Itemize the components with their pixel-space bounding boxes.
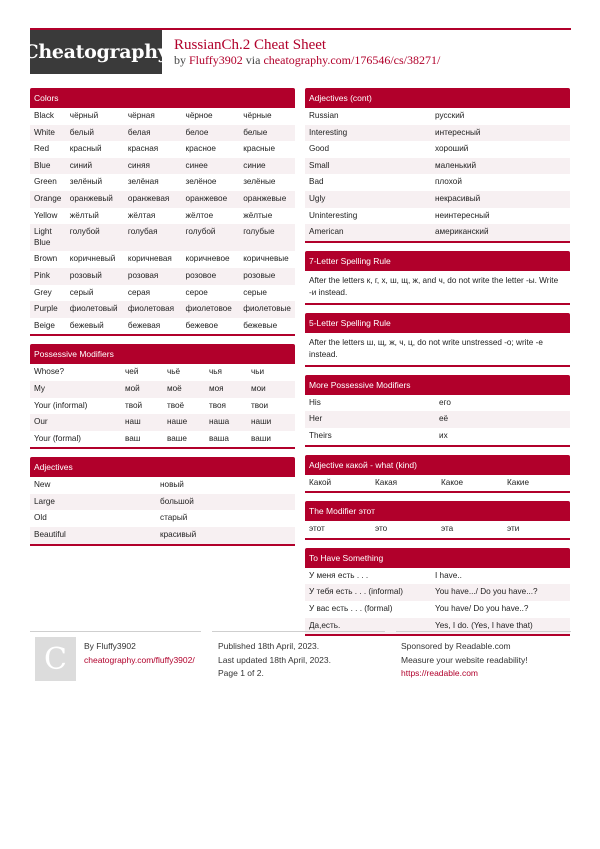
table-cell: Да,есть.: [305, 618, 431, 635]
table-cell: Whose?: [34, 367, 65, 377]
table-cell: их: [439, 430, 448, 440]
table-row: [305, 108, 570, 125]
table-row: [305, 584, 570, 601]
table-cell: Purple: [30, 301, 66, 318]
table-cell: плохой: [435, 177, 462, 187]
table-cell: Theirs: [309, 430, 332, 440]
table-row: [30, 108, 295, 125]
section-title: Adjectives: [30, 457, 295, 477]
table-row: [30, 174, 295, 191]
section-etot: [305, 501, 570, 540]
table-cell: жёлтая: [127, 210, 156, 220]
table-cell: бежевая: [127, 320, 161, 330]
table-cell: New: [34, 480, 51, 490]
section-colors: [30, 88, 295, 336]
table-cell: моя: [205, 381, 247, 398]
table-cell: Her: [305, 411, 435, 428]
published-date: Published 18th April, 2023.: [218, 641, 320, 651]
table-cell: Our: [30, 414, 121, 431]
table-row: [30, 398, 295, 415]
table-row: [305, 395, 570, 412]
table-cell: жёлтые: [243, 210, 273, 220]
table-cell: Interesting: [305, 125, 431, 142]
section-divider: [305, 538, 570, 540]
table-cell: Какая: [375, 477, 398, 487]
colors-table: [30, 108, 295, 334]
table-cell: мои: [247, 381, 295, 398]
table-cell: У вас есть . . . (formal): [309, 603, 393, 613]
right-column: [305, 88, 570, 644]
kakoi-table: [305, 475, 570, 492]
table-row: [305, 475, 570, 492]
table-cell: розовое: [182, 268, 240, 285]
section-title: Colors: [30, 88, 295, 108]
table-row: [305, 141, 570, 158]
table-cell: чья: [209, 367, 222, 377]
table-cell: Light Blue: [30, 224, 66, 251]
table-cell: серая: [127, 287, 151, 297]
table-cell: красное: [185, 144, 216, 154]
sheet-url-link[interactable]: cheatography.com/176546/cs/38271/: [263, 53, 441, 67]
adjectives-cont-table: [305, 108, 570, 241]
table-cell: красивый: [156, 527, 295, 544]
by-prefix: by: [174, 53, 186, 67]
section-divider: [305, 303, 570, 305]
table-cell: коричневое: [185, 254, 230, 264]
adjectives-table: [30, 477, 295, 543]
section-5-letter-rule: [305, 313, 570, 367]
table-cell: Какой: [309, 477, 332, 487]
author-avatar: C: [35, 637, 76, 681]
table-cell: фиолетовое: [182, 301, 240, 318]
table-cell: это: [375, 524, 388, 534]
table-cell: Beautiful: [30, 527, 156, 544]
rule-text: After the letters ш, щ, ж, ч, ц, do not write unstressed -о; write -е instead.: [309, 337, 543, 359]
table-row: [305, 174, 570, 191]
table-row: [30, 494, 295, 511]
footer-author-line: [84, 640, 195, 654]
section-divider: [30, 447, 295, 449]
table-row: [30, 527, 295, 544]
table-cell: голубые: [239, 224, 295, 251]
footer-sponsor-block: [401, 640, 528, 681]
table-cell: чёрная: [127, 111, 155, 120]
table-cell: красные: [243, 144, 275, 154]
table-cell: оранжевые: [239, 191, 295, 208]
table-row: [305, 208, 570, 225]
section-7-letter-rule: [305, 251, 570, 305]
table-cell: Bad: [309, 177, 324, 187]
table-row: [305, 158, 570, 175]
table-cell: красный: [69, 144, 102, 154]
table-cell: ваш: [125, 433, 141, 443]
section-adjectives-cont: [305, 88, 570, 243]
table-row: [30, 364, 295, 381]
table-cell: её: [435, 411, 570, 428]
table-cell: твоя: [209, 400, 226, 410]
left-column: [30, 88, 295, 554]
table-cell: новый: [160, 480, 184, 490]
table-cell: Black: [34, 111, 55, 120]
table-cell: коричневый: [69, 254, 116, 264]
section-divider: [305, 445, 570, 447]
table-cell: серое: [185, 287, 208, 297]
table-row: [305, 191, 570, 208]
table-row: [30, 191, 295, 208]
page-number: Page 1 of 2.: [218, 668, 264, 678]
table-cell: наш: [121, 414, 163, 431]
table-row: [30, 318, 295, 335]
section-adjectives: [30, 457, 295, 545]
table-row: [30, 141, 295, 158]
section-title: Adjectives (cont): [305, 88, 570, 108]
table-cell: Good: [309, 144, 330, 154]
table-cell: белый: [66, 125, 124, 142]
table-row: [305, 521, 570, 538]
table-row: [30, 301, 295, 318]
table-row: [305, 125, 570, 142]
table-cell: синяя: [124, 158, 182, 175]
footer-dates-block: [218, 640, 331, 681]
table-row: [305, 568, 570, 585]
table-cell: ваше: [167, 433, 187, 443]
possessive-table: [30, 364, 295, 447]
table-cell: твои: [251, 400, 269, 410]
table-cell: зелёные: [243, 177, 276, 187]
section-title: The Modifier этот: [305, 501, 570, 521]
table-cell: маленький: [431, 158, 570, 175]
table-cell: ваши: [251, 433, 271, 443]
table-cell: твоё: [167, 400, 185, 410]
table-cell: чьё: [167, 367, 181, 377]
table-cell: розовая: [124, 268, 182, 285]
table-cell: синий: [66, 158, 124, 175]
to-have-table: [305, 568, 570, 634]
table-cell: чей: [125, 367, 139, 377]
section-title: To Have Something: [305, 548, 570, 568]
sponsor-tagline: Measure your website readability!: [401, 654, 528, 665]
table-cell: белое: [182, 125, 240, 142]
table-cell: оранжевое: [182, 191, 240, 208]
rule-text: After the letters к, г, х, ш, щ, ж, and ч, do not write the letter -ы. Write -и instead.: [309, 275, 559, 297]
footer-rule: [30, 631, 201, 632]
table-cell: его: [439, 397, 451, 407]
table-cell: бежевые: [243, 320, 278, 330]
table-cell: коричневые: [243, 254, 289, 264]
table-cell: Yellow: [34, 210, 58, 220]
table-row: [30, 125, 295, 142]
table-cell: фиолетовый: [66, 301, 124, 318]
table-cell: наши: [247, 414, 295, 431]
section-title: More Possessive Modifiers: [305, 375, 570, 395]
table-row: [30, 431, 295, 448]
table-cell: большой: [156, 494, 295, 511]
table-cell: коричневая: [127, 254, 172, 264]
table-cell: Blue: [30, 158, 66, 175]
table-cell: Your (informal): [34, 400, 88, 410]
section-kakoi: [305, 455, 570, 494]
table-cell: Large: [30, 494, 156, 511]
sponsor-line: [401, 640, 528, 654]
table-cell: серые: [243, 287, 267, 297]
table-cell: чёрное: [185, 111, 213, 120]
table-cell: Какое: [441, 477, 464, 487]
table-cell: Green: [34, 177, 57, 187]
table-cell: мой: [121, 381, 163, 398]
section-title: Possessive Modifiers: [30, 344, 295, 364]
table-cell: хороший: [435, 144, 469, 154]
table-cell: фиолетовые: [239, 301, 295, 318]
table-cell: жёлтое: [185, 210, 214, 220]
table-cell: белые: [239, 125, 295, 142]
table-cell: Small: [305, 158, 431, 175]
table-cell: Grey: [34, 287, 52, 297]
table-cell: Red: [34, 144, 50, 154]
table-cell: эта: [441, 524, 454, 534]
table-cell: некрасивый: [431, 191, 570, 208]
table-row: [305, 601, 570, 618]
updated-date: Last updated 18th April, 2023.: [218, 654, 331, 665]
section-divider: [305, 365, 570, 367]
cheatography-logo[interactable]: Cheatography: [30, 30, 162, 74]
table-cell: зелёное: [185, 177, 217, 187]
table-cell: Brown: [34, 254, 58, 264]
table-cell: You have/ Do you have..?: [435, 603, 529, 613]
table-cell: Pink: [30, 268, 66, 285]
table-cell: I have..: [435, 570, 462, 580]
table-cell: зелёная: [127, 177, 159, 187]
table-row: [30, 477, 295, 494]
table-cell: серый: [69, 287, 94, 297]
table-cell: красная: [127, 144, 159, 154]
sponsor-name[interactable]: Readable.com: [455, 641, 511, 651]
table-cell: ваша: [209, 433, 229, 443]
table-cell: American: [305, 224, 431, 241]
section-title: 5-Letter Spelling Rule: [305, 313, 570, 333]
table-row: [30, 381, 295, 398]
table-row: [30, 414, 295, 431]
sponsor-url[interactable]: https://readable.com: [401, 668, 479, 678]
table-cell: голубой: [182, 224, 240, 251]
table-cell: Old: [34, 513, 47, 523]
author-link[interactable]: Fluffy3902: [189, 53, 243, 67]
table-row: [305, 224, 570, 241]
section-to-have: [305, 548, 570, 636]
table-cell: русский: [435, 111, 465, 120]
table-cell: зелёный: [69, 177, 103, 187]
via-text: via: [245, 53, 261, 67]
footer-author-block: [84, 640, 195, 667]
footer-author-url[interactable]: cheatography.com/fluffy3902/: [84, 654, 195, 665]
table-cell: бежевое: [185, 320, 219, 330]
table-row: [305, 411, 570, 428]
table-cell: Your (formal): [34, 433, 82, 443]
footer-rule: [212, 631, 385, 632]
table-cell: моё: [163, 381, 205, 398]
table-cell: оранжевая: [124, 191, 182, 208]
table-cell: чьи: [251, 367, 265, 377]
byline: [174, 53, 440, 68]
table-cell: Yes, I do. (Yes, I have that): [431, 618, 570, 635]
table-cell: His: [309, 397, 321, 407]
table-cell: Russian: [309, 111, 339, 120]
table-cell: эти: [507, 524, 520, 534]
page-title: RussianCh.2 Cheat Sheet: [174, 37, 327, 53]
table-cell: синие: [239, 158, 295, 175]
footer-rule: [396, 631, 571, 632]
table-cell: бежевый: [69, 320, 104, 330]
section-divider: [30, 544, 295, 546]
table-cell: старый: [160, 513, 188, 523]
table-cell: жёлтый: [69, 210, 99, 220]
table-row: [30, 251, 295, 268]
table-cell: неинтересный: [435, 210, 490, 220]
table-row: [30, 268, 295, 285]
table-cell: чёрные: [243, 111, 272, 120]
table-cell: Какие: [507, 477, 530, 487]
table-cell: наша: [205, 414, 247, 431]
table-cell: оранжевый: [66, 191, 124, 208]
table-cell: У меня есть . . .: [309, 570, 369, 580]
table-cell: Uninteresting: [309, 210, 358, 220]
table-cell: белая: [124, 125, 182, 142]
table-cell: Ugly: [305, 191, 431, 208]
table-row: [30, 208, 295, 225]
table-row: [305, 428, 570, 445]
table-row: [30, 510, 295, 527]
table-row: [30, 285, 295, 302]
table-cell: My: [30, 381, 121, 398]
table-cell: голубой: [66, 224, 124, 251]
footer-author-name[interactable]: Fluffy3902: [96, 641, 136, 651]
table-cell: голубая: [124, 224, 182, 251]
table-cell: твой: [125, 400, 143, 410]
table-cell: интересный: [431, 125, 570, 142]
table-cell: White: [30, 125, 66, 142]
table-cell: Orange: [30, 191, 66, 208]
etot-table: [305, 521, 570, 538]
sponsored-label: Sponsored by: [401, 641, 454, 651]
table-row: [30, 158, 295, 175]
table-cell: чёрный: [69, 111, 99, 120]
section-divider: [305, 491, 570, 493]
section-title: 7-Letter Spelling Rule: [305, 251, 570, 271]
table-cell: фиолетовая: [124, 301, 182, 318]
section-title: Adjective какой - what (kind): [305, 455, 570, 475]
table-cell: You have.../ Do you have...?: [431, 584, 570, 601]
section-divider: [305, 634, 570, 636]
section-more-possessive: [305, 375, 570, 447]
section-possessive: [30, 344, 295, 449]
table-row: [30, 224, 295, 251]
table-cell: Beige: [34, 320, 55, 330]
table-cell: У тебя есть . . . (informal): [305, 584, 431, 601]
table-cell: американский: [431, 224, 570, 241]
footer-by-label: By: [84, 641, 94, 651]
table-cell: этот: [309, 524, 325, 534]
section-divider: [305, 241, 570, 243]
table-cell: розовые: [239, 268, 295, 285]
more-possessive-table: [305, 395, 570, 445]
table-cell: розовый: [66, 268, 124, 285]
table-cell: синее: [182, 158, 240, 175]
section-divider: [30, 334, 295, 336]
table-cell: наше: [163, 414, 205, 431]
